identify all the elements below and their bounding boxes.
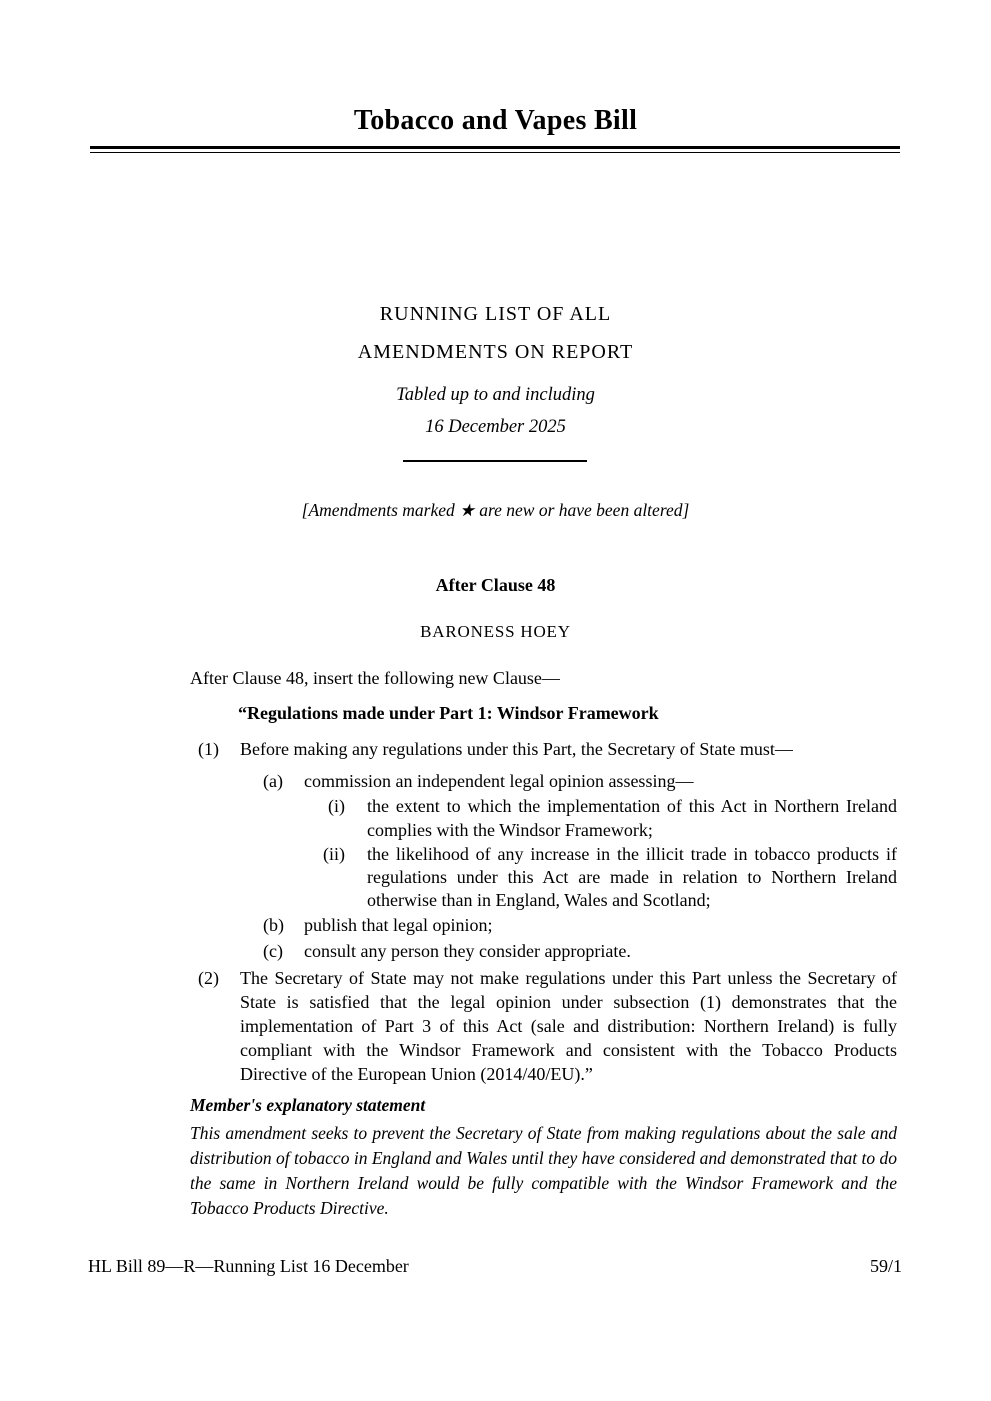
clause-item-text: consult any person they consider appropriate. xyxy=(304,941,631,961)
clause-item-1 xyxy=(0,737,991,761)
title-double-rule xyxy=(90,146,900,153)
clause-item-text: the likelihood of any increase in the illicit trade in tobacco products if regulations under this Act are made in relation to Northern Ireland otherwise than in England, Wales and Scotland; xyxy=(367,844,897,910)
clause-item-text: Before making any regulations under this Part, the Secretary of State must— xyxy=(240,739,793,759)
clause-item-text: commission an independent legal opinion assessing— xyxy=(304,771,694,791)
member-name: BARONESS HOEY xyxy=(420,622,571,641)
clause-item-marker: (a) xyxy=(263,771,283,791)
clause-item-marker: (ii) xyxy=(323,844,345,864)
tabled-up-to-line: Tabled up to and including xyxy=(396,385,595,405)
page-title: Tobacco and Vapes Bill xyxy=(353,105,638,136)
clause-item-marker: (b) xyxy=(263,915,284,935)
clause-item-text: The Secretary of State may not make regulations under this Part unless the Secretary of State is satisfied that the legal opinion under subsection (1) demonstrates that the implementation of Part 3 of this Act (sale and distribution: Northern Ireland) is fully compliant with the Windsor Framework and consistent with the Tobacco Products Directive of the European Union (2014/40/EU).” xyxy=(240,968,897,1084)
tabled-date: 16 December 2025 xyxy=(425,417,566,437)
clause-item-a xyxy=(0,769,991,793)
clause-item-i xyxy=(0,794,991,842)
clause-item-marker: (1) xyxy=(198,739,219,759)
section-divider-rule xyxy=(403,460,587,462)
clause-item-text: the extent to which the implementation of this Act in Northern Ireland complies with the Windsor Framework; xyxy=(367,796,897,840)
clause-item-marker: (i) xyxy=(328,796,345,816)
footer-page-number: 59/1 xyxy=(869,1256,902,1276)
explanatory-statement-heading: Member's explanatory statement xyxy=(190,1095,426,1115)
clause-item-marker: (2) xyxy=(198,968,219,988)
clause-item-marker: (c) xyxy=(263,941,283,961)
clause-item-ii xyxy=(0,843,991,912)
clause-item-2 xyxy=(0,966,991,1086)
new-clause-title: “Regulations made under Part 1: Windsor Framework xyxy=(238,703,659,723)
footer-bill-reference: HL Bill 89—R—Running List 16 December xyxy=(88,1256,409,1276)
running-list-heading-line2: AMENDMENTS ON REPORT xyxy=(357,341,634,363)
clause-item-c xyxy=(0,939,991,963)
running-list-heading-line1: RUNNING LIST OF ALL xyxy=(379,303,612,325)
amendment-instruction: After Clause 48, insert the following new Clause— xyxy=(190,668,560,688)
clause-item-b xyxy=(0,913,991,937)
after-clause-heading: After Clause 48 xyxy=(435,575,556,595)
explanatory-statement-text: This amendment seeks to prevent the Secretary of State from making regulations about the sale and distribution of tobacco in England and Wales until they have considered and demonstrated that to do the same in Northern Ireland would be fully compatible with the Windsor Framework and the Tobacco Products Directive. xyxy=(190,1123,897,1218)
star-legend-note: [Amendments marked ★ are new or have been altered] xyxy=(301,500,690,520)
clause-item-text: publish that legal opinion; xyxy=(304,915,493,935)
